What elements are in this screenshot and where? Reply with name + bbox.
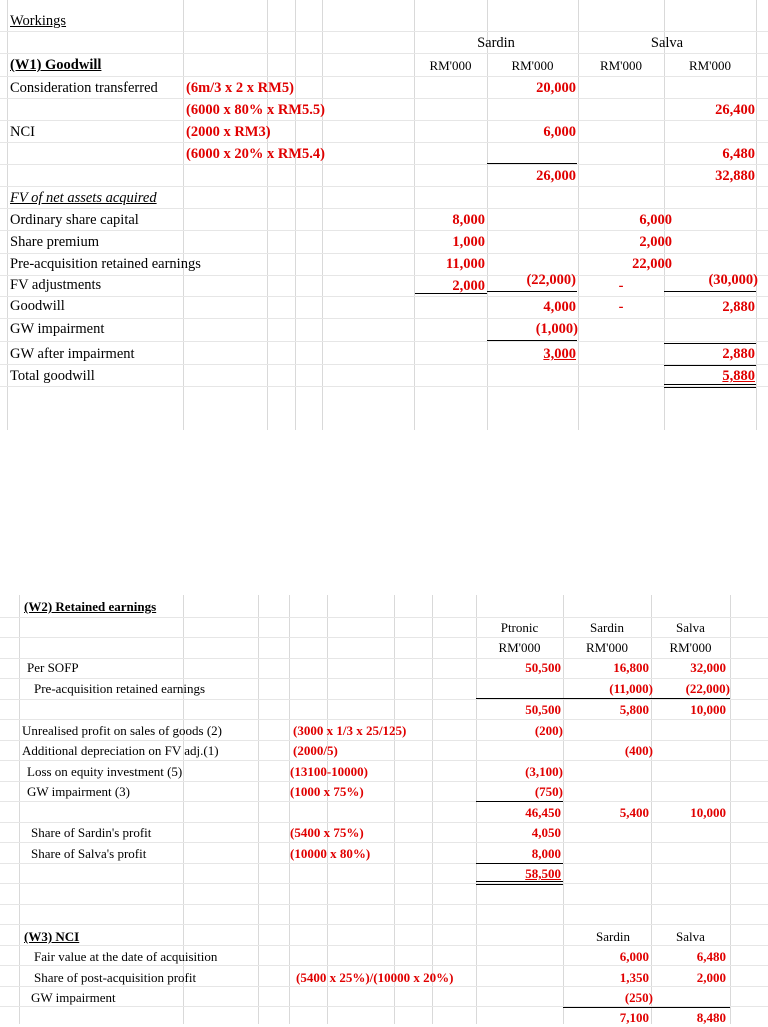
consideration-calc-sardin: (6m/3 x 2 x RM5): [186, 80, 294, 96]
gw-after-salva: 2,880: [722, 346, 755, 362]
w2-sub1-ptronic: 50,500: [525, 702, 561, 717]
unrealised-label: Unrealised profit on sales of goods (2): [22, 723, 223, 738]
w3-gw-label: GW impairment: [31, 990, 116, 1005]
w3-col-salva: Salva: [676, 929, 705, 944]
premium-sardin: 1,000: [452, 234, 485, 250]
w1-rm-header-1: RM'000: [429, 58, 472, 73]
subtotal-sardin: 26,000: [536, 168, 576, 184]
ordinary-sardin: 8,000: [452, 212, 485, 228]
total-goodwill-salva: 5,880: [722, 368, 755, 384]
w2-gw-calc: (1000 x 75%): [290, 784, 364, 799]
w2-preacq-label: Pre-acquisition retained earnings: [34, 681, 206, 696]
fv-net-assets-heading: FV of net assets acquired: [10, 190, 157, 206]
w2-col-salva: Salva: [676, 620, 705, 635]
goodwill-salva: 2,880: [722, 299, 755, 315]
w2-sub1-sardin: 5,800: [619, 702, 649, 717]
ordinary-share-label: Ordinary share capital: [10, 212, 139, 228]
gw-after-sardin: 3,000: [543, 346, 576, 362]
share-sardin-calc: (5400 x 75%): [290, 825, 364, 840]
per-sofp-sardin: 16,800: [613, 660, 649, 675]
preacq-sardin: 11,000: [445, 256, 485, 272]
w2-rm-ptronic: RM'000: [498, 640, 541, 655]
goodwill-salva-dash: -: [618, 299, 624, 315]
w2-gw-label: GW impairment (3): [27, 784, 131, 799]
per-sofp-ptronic: 50,500: [525, 660, 561, 675]
w3-fv-label: Fair value at the date of acquisition: [34, 949, 218, 964]
w1-sardin-header: Sardin: [477, 35, 515, 51]
share-sardin-value: 4,050: [531, 825, 561, 840]
w3-col-sardin: Sardin: [596, 929, 630, 944]
fvadj-salva: -: [618, 278, 624, 294]
nci-sardin: 6,000: [543, 124, 576, 140]
w1-rm-header-2: RM'000: [511, 58, 554, 73]
w1-goodwill-sheet: [0, 0, 768, 430]
share-salva-value: 8,000: [531, 846, 561, 861]
per-sofp-label: Per SOFP: [27, 660, 79, 675]
w3-fv-salva: 6,480: [696, 949, 726, 964]
consideration-sardin: 20,000: [536, 80, 576, 96]
preacq-label: Pre-acquisition retained earnings: [10, 256, 201, 272]
loss-equity-label: Loss on equity investment (5): [27, 764, 183, 779]
gw-impairment-label: GW impairment: [10, 321, 105, 337]
w2-gw-ptronic: (750): [534, 784, 563, 799]
w3-share-calc: (5400 x 25%)/(10000 x 20%): [296, 970, 454, 985]
w2-sub2-salva: 10,000: [690, 805, 726, 820]
w3-gw-sardin: (250): [624, 990, 653, 1005]
per-sofp-salva: 32,000: [690, 660, 726, 675]
w2-preacq-salva: (22,000): [685, 681, 730, 696]
w2-sub2-sardin: 5,400: [619, 805, 649, 820]
loss-equity-calc: (13100-10000): [290, 764, 368, 779]
depreciation-label: Additional depreciation on FV adj.(1): [22, 743, 219, 758]
w1-rm-header-3: RM'000: [599, 58, 643, 73]
w3-share-label: Share of post-acquisition profit: [34, 970, 197, 985]
w3-total-salva: 8,480: [696, 1010, 726, 1025]
gw-impairment-sardin: (1,000): [535, 321, 578, 337]
w1-heading: (W1) Goodwill: [10, 57, 102, 73]
fvadj-total-salva: (30,000): [708, 272, 758, 288]
depreciation-sardin: (400): [624, 743, 653, 758]
ordinary-salva: 6,000: [639, 212, 672, 228]
goodwill-label: Goodwill: [10, 298, 65, 314]
loss-equity-ptronic: (3,100): [525, 764, 563, 779]
w3-heading: (W3) NCI: [24, 929, 80, 944]
share-sardin-label: Share of Sardin's profit: [31, 825, 152, 840]
consideration-label: Consideration transferred: [10, 80, 158, 96]
w2-heading: (W2) Retained earnings: [24, 599, 157, 614]
w1-rm-header-4: RM'000: [688, 58, 732, 73]
unrealised-calc: (3000 x 1/3 x 25/125): [293, 723, 407, 738]
w2-col-sardin: Sardin: [590, 620, 624, 635]
w2-rm-sardin: RM'000: [585, 640, 629, 655]
workings-title: Workings: [10, 13, 67, 29]
preacq-salva: 22,000: [632, 256, 672, 272]
w1-salva-header: Salva: [650, 35, 684, 51]
subtotal-salva: 32,880: [715, 168, 755, 184]
fvadj-total-sardin: (22,000): [526, 272, 576, 288]
gw-after-label: GW after impairment: [10, 346, 135, 362]
unrealised-ptronic: (200): [534, 723, 563, 738]
w3-share-salva: 2,000: [696, 970, 726, 985]
w2-rm-salva: RM'000: [669, 640, 712, 655]
nci-label: NCI: [10, 124, 35, 140]
share-premium-label: Share premium: [10, 234, 99, 250]
w2-sub2-ptronic: 46,450: [525, 805, 561, 820]
share-salva-label: Share of Salva's profit: [31, 846, 147, 861]
fvadj-sardin: 2,000: [452, 278, 485, 294]
w3-share-sardin: 1,350: [619, 970, 649, 985]
w3-total-sardin: 7,100: [619, 1010, 649, 1025]
w2-preacq-sardin: (11,000): [609, 681, 653, 696]
nci-calc-sardin: (2000 x RM3): [186, 124, 271, 140]
w2-total-ptronic: 58,500: [525, 866, 561, 881]
share-salva-calc: (10000 x 80%): [290, 846, 371, 861]
nci-calc-salva: (6000 x 20% x RM5.4): [186, 146, 325, 162]
consideration-salva: 26,400: [715, 102, 755, 118]
total-goodwill-label: Total goodwill: [10, 368, 95, 384]
nci-salva: 6,480: [722, 146, 755, 162]
w2-sub1-salva: 10,000: [690, 702, 726, 717]
w2-col-ptronic: Ptronic: [500, 620, 539, 635]
goodwill-sardin: 4,000: [543, 299, 576, 315]
depreciation-calc: (2000/5): [293, 743, 338, 758]
premium-salva: 2,000: [639, 234, 672, 250]
w2-w3-sheet: [0, 595, 768, 1024]
consideration-calc-salva: (6000 x 80% x RM5.5): [186, 102, 325, 118]
fv-adjustments-label: FV adjustments: [10, 277, 102, 293]
w3-fv-sardin: 6,000: [619, 949, 649, 964]
